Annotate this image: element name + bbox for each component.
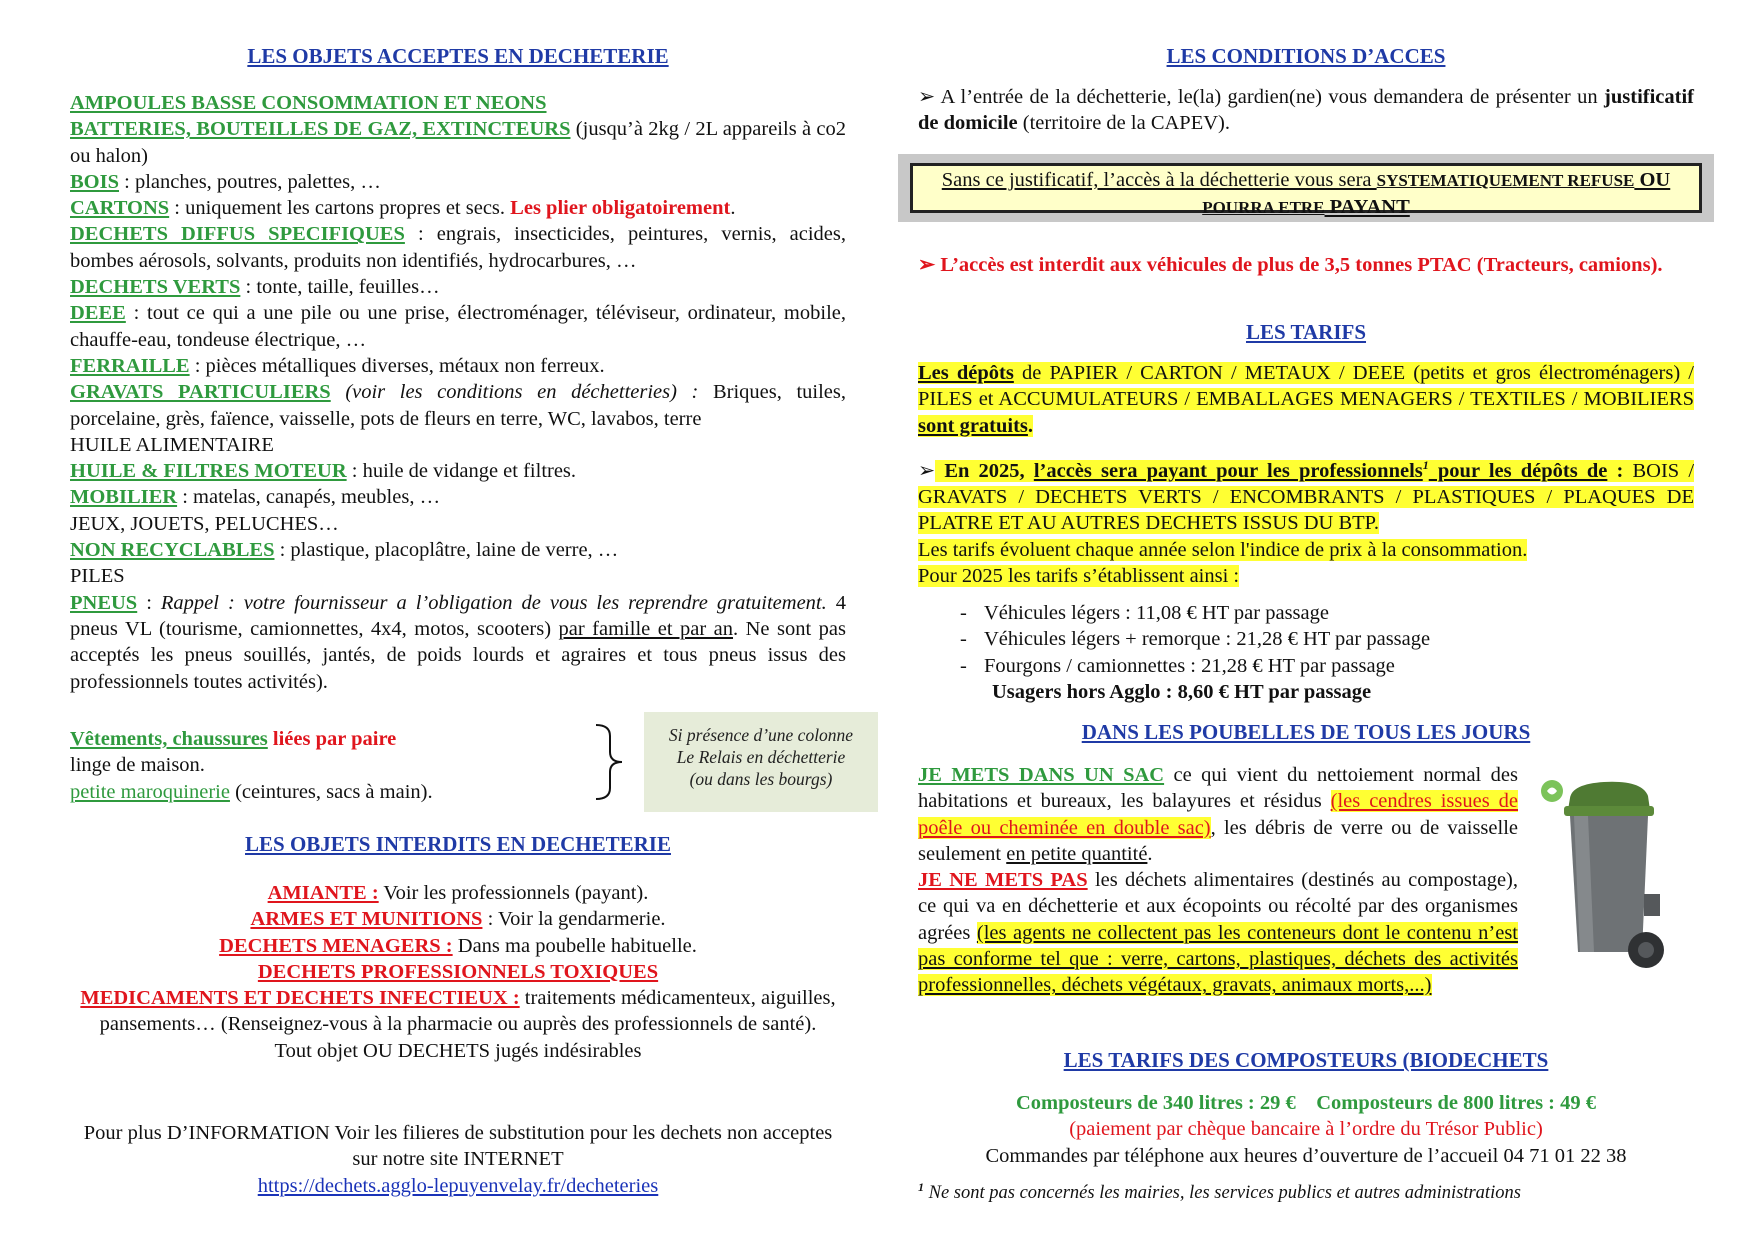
condition-domicile xyxy=(918,84,1694,137)
item-medicaments: MEDICAMENTS ET DECHETS INFECTIEUX : xyxy=(80,987,520,1010)
footnote-number: 1 xyxy=(918,1180,924,1194)
maroquinerie-text: (ceintures, sacs à main). xyxy=(229,780,433,803)
brace-icon xyxy=(592,722,632,802)
cond1-justificatif: justificatif de domicile xyxy=(918,86,1694,135)
gratuits-label: sont gratuits xyxy=(918,414,1028,437)
indesirables-text: Tout objet OU DECHETS jugés indésirables xyxy=(274,1039,642,1062)
en2025-payant: l’accès sera payant pour les professionnels xyxy=(1033,459,1423,482)
relais-note xyxy=(644,712,878,812)
item-nonrecyclables: NON RECYCLABLES xyxy=(70,539,275,562)
tarif-vl: Véhicules légers : 11,08 € HT par passage xyxy=(984,602,1329,624)
gravats-note: (voir les conditions en déchetteries) : xyxy=(330,381,699,404)
item-bois: BOIS xyxy=(70,170,119,193)
warning-pourra: POURRA ETRE xyxy=(1202,198,1325,217)
cartons-warning: Les plier obligatoirement xyxy=(510,197,731,220)
item-menagers: DECHETS MENAGERS : xyxy=(219,934,453,957)
dash-3: - xyxy=(960,654,967,677)
item-jeux: JEUX, JOUETS, PELUCHES… xyxy=(70,512,339,535)
item-armes: ARMES ET MUNITIONS xyxy=(250,908,483,931)
sac-end: . xyxy=(1147,842,1153,865)
footnote xyxy=(918,1180,1694,1204)
vehicle-restriction-text: L’accès est interdit aux véhicules de plus de 3,5 tonnes PTAC (Tracteurs, camions). xyxy=(935,254,1663,276)
verts-text: : tonte, taille, feuilles… xyxy=(240,276,440,299)
accepted-title: LES OBJETS ACCEPTES EN DECHETERIE xyxy=(247,44,669,68)
item-pro-toxiques: DECHETS PROFESSIONNELS TOXIQUES xyxy=(257,960,659,983)
tarif-list xyxy=(918,600,1694,705)
cartons-text: : uniquement les cartons propres et secs. xyxy=(169,197,511,220)
warning-ou: OU xyxy=(1634,169,1671,191)
gratuits-end: . xyxy=(1027,414,1034,437)
en2025-colon: : xyxy=(1607,459,1624,482)
medicaments-text: traitements médicamenteux, aiguilles, pansements… (Renseignez-vous à la pharmacie ou auprès des professionnels de santé). xyxy=(99,987,836,1036)
warning-refuse: SYSTEMATIQUEMENT REFUSE xyxy=(1376,171,1635,190)
pneus-text: 4 pneus VL (tourisme, camionnettes, 4x4, motos, scooters) xyxy=(70,591,847,640)
pneus-rappel: Rappel : votre fournisseur a l’obligation de vous les reprendre gratuitement. xyxy=(160,591,827,614)
dash-1: - xyxy=(960,602,967,624)
item-cartons: CARTONS xyxy=(70,197,170,220)
relais-line-3: (ou dans les bourgs) xyxy=(689,769,833,789)
item-gravats: GRAVATS PARTICULIERS xyxy=(70,381,331,404)
batteries-note: (jusqu’à 2kg / 2L appareils à co2 ou halon) xyxy=(70,118,847,167)
en2025-depots: pour les dépôts de xyxy=(1428,459,1608,482)
diffus-text: : engrais, insecticides, peintures, vernis, acides, bombes aérosols, solvants, produits non identifiés, hydrocarbures, … xyxy=(70,223,846,272)
ferraille-text: : pièces métalliques diverses, métaux non ferreux. xyxy=(189,354,605,377)
relais-line-1: Si présence d’une colonne xyxy=(668,725,854,745)
cartons-end: . xyxy=(730,197,736,220)
item-huile-moteur: HUILE & FILTRES MOTEUR xyxy=(70,460,347,483)
pneus-sep: : xyxy=(137,591,161,614)
poubelles-title: DANS LES POUBELLES DE TOUS LES JOURS xyxy=(1081,720,1531,744)
item-maroquinerie: petite maroquinerie xyxy=(70,780,230,803)
textile-list xyxy=(70,726,590,805)
free-deposits xyxy=(918,360,1694,439)
cendres-text: (les cendres issues de poêle ou cheminée en double sac) xyxy=(918,790,1518,839)
tarifs-title: LES TARIFS xyxy=(1245,320,1367,344)
dash-2: - xyxy=(960,628,967,651)
cond1-territory: (territoire de la CAPEV). xyxy=(1017,112,1230,135)
mobilier-text: : matelas, canapés, meubles, … xyxy=(177,486,441,509)
tarif-hors-agglo: Usagers hors Agglo : 8,60 € HT par passage xyxy=(992,680,1372,703)
item-vetements: Vêtements, chaussures xyxy=(70,728,268,750)
agents-text: (les agents ne collectent pas les conteneurs dont le contenu n’est pas conforme tel que : verre, cartons, plastiques, déchets des activités professionnelles, déchets végétaux, gravats, animaux morts,...) xyxy=(918,921,1519,997)
item-verts: DECHETS VERTS xyxy=(70,276,241,299)
sac-label: JE METS DANS UN SAC xyxy=(918,764,1165,786)
info-block xyxy=(70,1120,846,1199)
tarif-vl-remorque: Véhicules légers + remorque : 21,28 € HT par passage xyxy=(984,628,1431,651)
compost-title: LES TARIFS DES COMPOSTEURS (BIODECHETS xyxy=(1063,1048,1549,1072)
arrow-icon: ➢ xyxy=(918,254,936,276)
forbidden-title: LES OBJETS INTERDITS EN DECHETERIE xyxy=(245,832,671,856)
commandes-text: Commandes par téléphone aux heures d’ouverture de l’accueil 04 71 01 22 38 xyxy=(985,1144,1627,1167)
item-batteries: BATTERIES, BOUTEILLES DE GAZ, EXTINCTEURS xyxy=(70,118,571,141)
warning-box-inner xyxy=(910,163,1702,218)
petite-quantite: en petite quantité xyxy=(1006,842,1148,865)
en2025-label: En 2025, xyxy=(935,459,1034,482)
item-diffus: DECHETS DIFFUS SPECIFIQUES xyxy=(70,223,405,246)
info-text: Pour plus D’INFORMATION Voir les filieres de substitution pour les dechets non acceptes sur notre site INTERNET xyxy=(83,1122,833,1171)
menagers-text: Dans ma poubelle habituelle. xyxy=(452,934,697,957)
paiement-text: (paiement par chèque bancaire à l’ordre du Trésor Public) xyxy=(1069,1118,1543,1141)
indice-text: Les tarifs évoluent chaque année selon l'indice de prix à la consommation. xyxy=(918,538,1528,561)
decheteries-link[interactable]: https://dechets.agglo-lepuyenvelay.fr/decheteries xyxy=(257,1174,659,1197)
pour2025-text: Pour 2025 les tarifs s’établissent ainsi : xyxy=(918,565,1240,588)
footnote-ref: 1 xyxy=(1422,458,1429,472)
accepted-list xyxy=(70,90,846,695)
sac-text2: , les débris de verre ou de vaisselle seulement xyxy=(918,816,1519,865)
pneus-text-end: . Ne sont pas acceptés les pneus souillés, jantés, de poids lourds et agraires et tous pneus issus des professionnels toutes activités). xyxy=(70,617,846,693)
bois-text: : planches, poutres, palettes, … xyxy=(119,170,381,193)
item-piles: PILES xyxy=(70,565,125,588)
depots-label: Les dépôts xyxy=(918,362,1014,384)
amiante-text: Voir les professionnels (payant). xyxy=(378,882,649,904)
warning-box xyxy=(898,154,1714,222)
nemets-text: les déchets alimentaires (destinés au compostage), ce qui va en déchetterie et aux écopoints ou récolté par des organismes agrées xyxy=(918,869,1518,944)
item-amiante: AMIANTE : xyxy=(267,882,379,904)
item-mobilier: MOBILIER xyxy=(70,486,178,509)
pneus-limit: par famille et par an xyxy=(558,617,734,640)
poubelles-text xyxy=(918,762,1518,999)
compost-info xyxy=(918,1090,1694,1169)
warning-payant: PAYANT xyxy=(1324,196,1410,218)
item-ferraille: FERRAILLE xyxy=(70,354,190,377)
tarif-fourgons: Fourgons / camionnettes : 21,28 € HT par passage xyxy=(984,654,1395,677)
pro-tarifs xyxy=(918,452,1694,589)
gravats-text: Briques, tuiles, porcelaine, grès, faïence, vaisselle, pots de fleurs en terre, WC, lavabos, terre xyxy=(70,381,847,430)
warning-text: Sans ce justificatif, l’accès à la déchetterie vous sera xyxy=(941,169,1377,191)
huile-text: : huile de vidange et filtres. xyxy=(346,460,577,483)
vetements-note: liées par paire xyxy=(267,728,397,750)
cond1-text: A l’entrée de la déchetterie, le(la) gardien(ne) vous demandera de présenter un xyxy=(935,86,1605,108)
deee-text: : tout ce qui a une pile ou une prise, électroménager, téléviseur, ordinateur, mobile, chauffe-eau, tondeuse électrique, … xyxy=(70,302,846,351)
sac-text: ce qui vient du nettoiement normal des habitations et bureaux, les balayures et résidus xyxy=(918,764,1518,813)
nonrecy-text: : plastique, placoplâtre, laine de verre, … xyxy=(274,539,619,562)
trash-bin-icon xyxy=(1534,774,1680,978)
arrow-icon: ➢ xyxy=(918,459,936,482)
footnote-text: Ne sont pas concernés les mairies, les services publics et autres administrations xyxy=(924,1183,1521,1204)
depots-list: de PAPIER / CARTON / METAUX / DEEE (petits et gros électroménagers) / PILES et ACCUMULATEURS / EMBALLAGES MENAGERS / TEXTILES / MOBILIERS xyxy=(918,362,1694,411)
conditions-title: LES CONDITIONS D’ACCES xyxy=(1166,44,1446,68)
item-linge: linge de maison. xyxy=(70,754,205,777)
en2025-list: BOIS / GRAVATS / DECHETS VERTS / ENCOMBRANTS / PLASTIQUES / PLAQUES DE PLATRE ET AU AUTRES DECHETS ISSUS DU BTP. xyxy=(918,459,1695,535)
forbidden-list xyxy=(70,880,846,1064)
item-huile-alimentaire: HUILE ALIMENTAIRE xyxy=(70,433,274,456)
nemets-label: JE NE METS PAS xyxy=(918,869,1088,892)
compost-prices: Composteurs de 340 litres : 29 € Composteurs de 800 litres : 49 € xyxy=(1015,1092,1597,1114)
relais-line-2: Le Relais en déchetterie xyxy=(676,747,846,767)
item-pneus: PNEUS xyxy=(70,591,138,614)
item-deee: DEEE xyxy=(70,302,126,325)
armes-text: : Voir la gendarmerie. xyxy=(482,908,666,931)
arrow-icon: ➢ xyxy=(918,86,936,108)
vehicle-restriction xyxy=(918,252,1694,278)
item-ampoules: AMPOULES BASSE CONSOMMATION ET NEONS xyxy=(70,92,547,114)
